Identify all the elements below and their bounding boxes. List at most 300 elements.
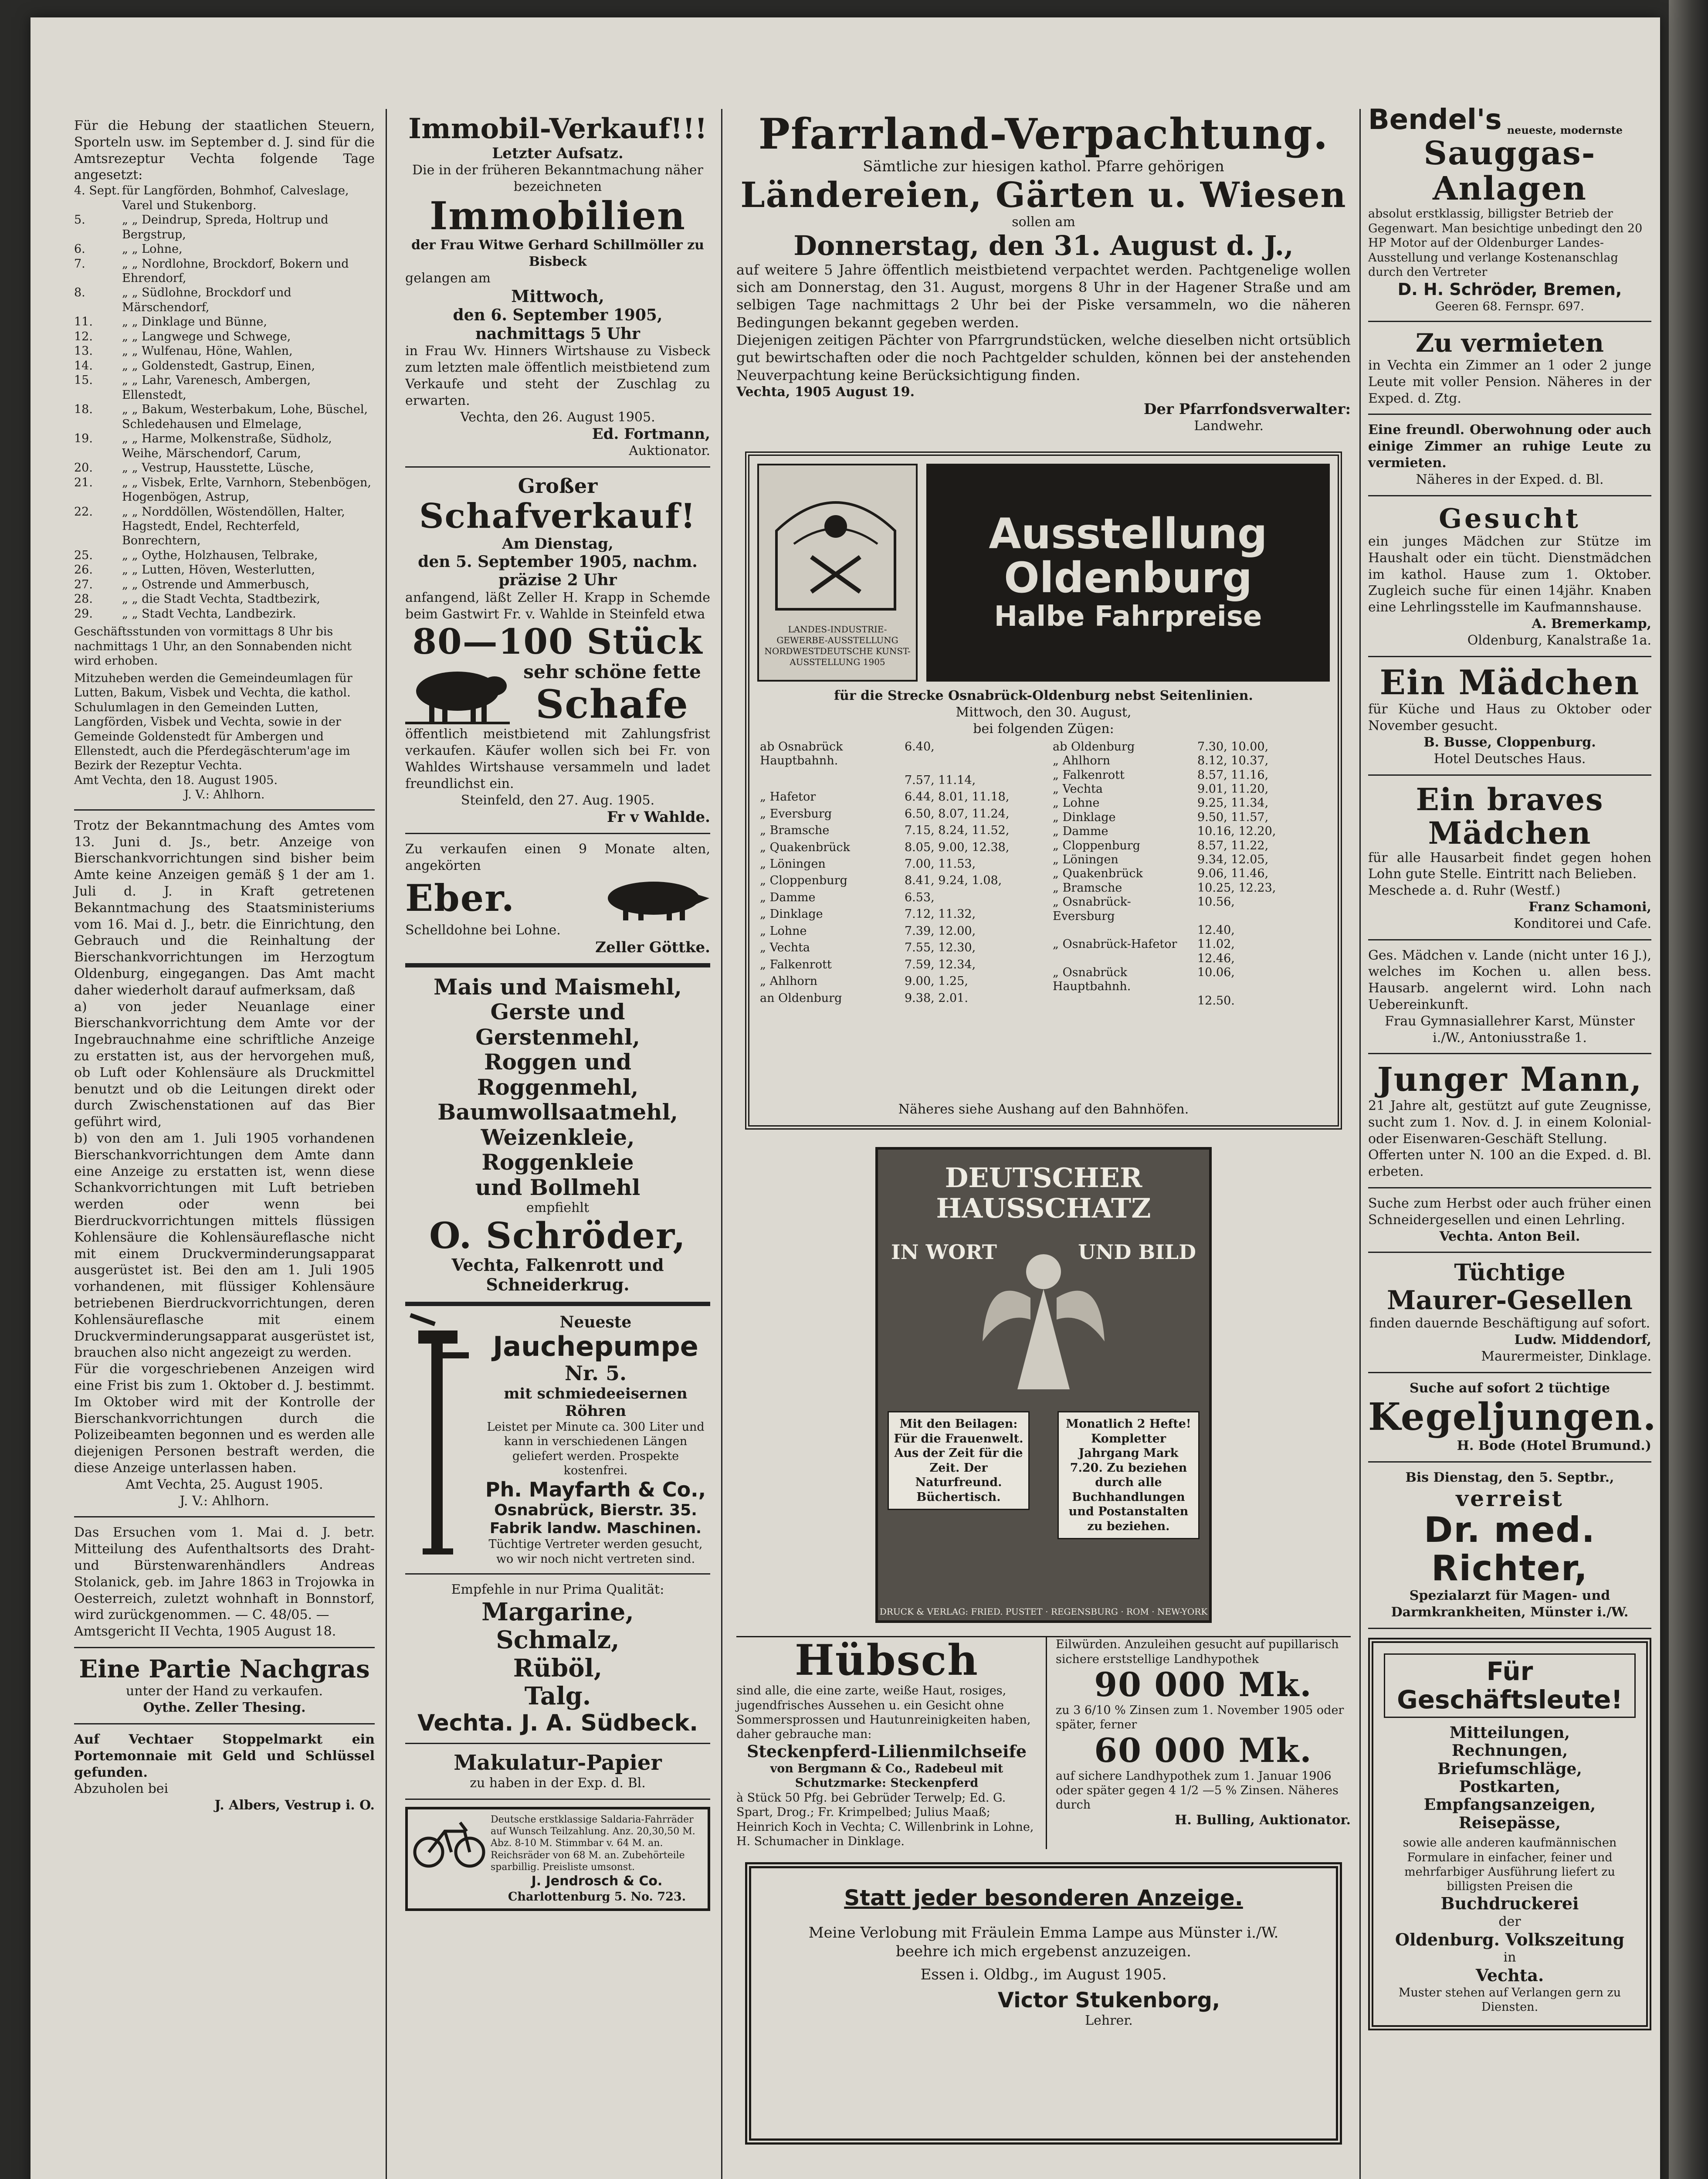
print-shop-text: sowie alle anderen kaufmännischen Formulare in einfacher, feiner und mehrfarbiger Ausführung liefert zu billigsten Preisen die: [1403, 1836, 1617, 1894]
pfarr-heading: Pfarrland-Verpachtung.: [758, 109, 1329, 159]
wanted-text: ein junges Mädchen zur Stütze im Haushalt oder ein tücht. Dienstmädchen im kathol. Hause zum 1. Oktober. Zugleich suche für einen 14jähr. Knaben eine Lehrlingsstelle im Kaufmannshause.: [1368, 534, 1651, 615]
schaf-count: 80—100 Stück: [412, 621, 703, 662]
tailor-sign: Vechta. Anton Beil.: [1439, 1229, 1580, 1244]
print-product: Reisepässe,: [1458, 1813, 1561, 1832]
departure-times: 7.30, 10.00,: [1197, 740, 1269, 753]
maid-1-sign: B. Busse, Cloppenburg.: [1423, 735, 1596, 750]
mak-sub: zu haben in der Exp. d. Bl.: [470, 1775, 646, 1791]
portemonnaie-sign: J. Albers, Vestrup i. O.: [214, 1798, 375, 1813]
immo-sub: Letzter Aufsatz.: [492, 144, 624, 162]
print-shop-heading: Für Geschäftsleute!: [1384, 1653, 1636, 1718]
hausschatz-subscription: Monatlich 2 Hefte! Kompletter Jahrgang Mark 7.20. Zu beziehen durch alle Buchhandlungen und Postanstalten zu beziehen.: [1066, 1417, 1191, 1533]
feed-item: Baumwollsaatmehl,: [437, 1099, 678, 1125]
feed-item: Gerste und Gerstenmehl,: [475, 999, 640, 1050]
mais-addr: Vechta, Falkenrott und Schneiderkrug.: [451, 1255, 664, 1295]
hausschatz-title: DEUTSCHER HAUSSCHATZ: [936, 1162, 1151, 1224]
column-2: [405, 113, 710, 1911]
schedule-day: 8.: [74, 286, 85, 300]
timetable-row: [757, 857, 1037, 874]
schedule-day: 5.: [74, 213, 85, 227]
timetable-row: [1050, 839, 1330, 853]
schedule-day: 11.: [74, 315, 93, 329]
departure-times: 12.50.: [1197, 994, 1235, 1008]
station-name: „ Quakenbrück: [1053, 867, 1143, 881]
schedule-row: [74, 359, 375, 373]
schedule-row: [74, 607, 375, 621]
departure-times: 12.40,: [1197, 923, 1235, 937]
departure-times: 10.16, 12.20,: [1197, 825, 1276, 838]
column-rule: [1359, 109, 1361, 2179]
exhibition-day: Mittwoch, den 30. August,: [956, 705, 1132, 720]
schedule-row: [74, 315, 375, 329]
pump-sub: mit schmiedeeisernen Röhren: [504, 1385, 688, 1420]
station-name: ab Osnabrück Hauptbahnh.: [760, 740, 843, 768]
soap-heading: Hübsch: [795, 1636, 979, 1685]
departure-times: 8.57, 11.22,: [1197, 838, 1269, 852]
bowl-intro: Suche auf sofort 2 tüchtige: [1410, 1380, 1610, 1396]
schedule-places: „ „ Visbek, Erlte, Varnhorn, Stebenbögen, Hogenbögen, Astrup,: [122, 475, 371, 504]
station-name: „ Eversburg: [760, 807, 832, 821]
departure-times: 9.25, 11.34,: [1197, 796, 1269, 810]
bicycle-text: [491, 1814, 703, 1904]
station-name: ab Oldenburg: [1053, 740, 1135, 753]
exhibition-word-2: Oldenburg: [1004, 553, 1252, 603]
divider: [1368, 1372, 1651, 1373]
divider: [405, 833, 710, 834]
schaf-heading-1: Großer: [518, 474, 598, 498]
beer-point-b: b) von den am 1. Juli 1905 vorhandenen Bierschankvorrichtungen dem Amte dann eine Anzeige zu erstatten ist, wenn diese Schankvorrichtungen mit Luft betrieben werden oder wenn bei Bierdruckvorrichtungen mittels flüssigen Kohlensäure die Kohlensäureflasche nicht mit einem Druckverminderungsapparat ausgerüstet ist. Bei den am 1. Juli 1905 vorhandenen, mit flüssiger Kohlensäure betriebenen Bierdruckvorrichtungen, deren Kohlensäureflasche mit einem Druckverminderungsapparat ausgerüstet ist, brauchen also nicht angezeigt zu werden.: [74, 1131, 375, 1361]
station-name: „ Falkenrott: [1053, 768, 1125, 782]
grocery-item: Margarine,: [481, 1598, 634, 1627]
divider: [1368, 495, 1651, 496]
loan-sum-1: 90 000 Mk.: [1094, 1665, 1312, 1704]
doctor-role: Spezialarzt für Magen- und Darmkrankheiten, Münster i./W.: [1391, 1588, 1629, 1620]
schedule-places: „ „ Südlohne, Brockdorf und Märschendorf,: [122, 286, 291, 314]
schedule-day: 6.: [74, 242, 85, 256]
column-4: [1368, 104, 1657, 2030]
immo-place: Vechta, den 26. August 1905.: [460, 409, 655, 425]
nachgras-heading: Eine Partie Nachgras: [79, 1654, 370, 1683]
maid-3-sign: Frau Gymnasiallehrer Karst, Münster i./W., Antoniusstraße 1.: [1385, 1013, 1635, 1045]
departure-times: 7.12, 11.32,: [905, 907, 976, 921]
schedule-day: 13.: [74, 344, 93, 358]
rent-text: in Vechta ein Zimmer an 1 oder 2 junge Leute mit voller Pension. Näheres in der Exped. d. Ztg.: [1368, 358, 1651, 406]
immo-big: Immobilien: [430, 193, 686, 239]
divider: [1368, 1252, 1651, 1253]
soap-product: Steckenpferd-Lilienmilchseife: [746, 1741, 1027, 1761]
beer-name: J. V.: Ahlhorn.: [180, 1493, 269, 1509]
print-shop-firm-5: Vechta.: [1475, 1965, 1544, 1986]
departure-times: 9.06, 11.46,: [1197, 867, 1269, 881]
eber-sign: Zeller Göttke.: [595, 938, 710, 956]
timetable-row: [757, 907, 1037, 924]
schedule-row: [74, 344, 375, 358]
exhibition-trains: bei folgenden Zügen:: [973, 721, 1114, 737]
print-product: Briefumschläge,: [1437, 1759, 1582, 1778]
marg-intro: Empfehle in nur Prima Qualität:: [451, 1582, 664, 1598]
pump-addr: Osnabrück, Bierstr. 35.: [494, 1501, 697, 1519]
schedule-row: [74, 431, 375, 461]
departure-times: 8.05, 9.00, 12.38,: [905, 840, 1010, 854]
immo-mid: gelangen am: [405, 270, 491, 286]
column-1: [74, 118, 375, 1814]
loan-mid: zu 3 6/10 % Zinsen zum 1. November 1905 oder später, ferner: [1056, 1703, 1344, 1732]
print-product: Empfangsanzeigen,: [1423, 1795, 1596, 1814]
station-name: „ Lohne: [760, 924, 807, 938]
divider: [405, 1799, 710, 1800]
timetable: [757, 740, 1330, 1008]
bicycle-addr: Charlottenburg 5. No. 723.: [508, 1890, 686, 1904]
timetable-row: [1050, 796, 1330, 810]
mais-name: O. Schröder,: [429, 1215, 686, 1257]
schedule-places: „ „ Stadt Vechta, Landbezirk.: [122, 607, 296, 621]
departure-times: 6.40,: [905, 740, 935, 753]
angel-icon: [978, 1246, 1109, 1394]
schedule-row: [74, 505, 375, 548]
station-name: „ Lohne: [1053, 796, 1100, 810]
schedule-row: [74, 563, 375, 577]
immo-day: Mittwoch,: [511, 286, 604, 306]
schedule-row: [74, 592, 375, 606]
timetable-row: [1050, 811, 1330, 825]
bendel-note: neueste, modernste: [1507, 124, 1623, 137]
engagement-place: Essen i. Oldbg., im August 1905.: [920, 1965, 1167, 1983]
pump-heading: Jauchepumpe: [493, 1330, 698, 1363]
bendel-addr: Geeren 68. Fernspr. 697.: [1435, 299, 1584, 313]
station-name: an Oldenburg: [760, 991, 842, 1005]
timetable-row: [1050, 966, 1330, 994]
station-name: „ Vechta: [760, 941, 810, 955]
departure-times: 9.38, 2.01.: [905, 991, 968, 1005]
hausschatz-ad: [875, 1147, 1212, 1623]
timetable-row: [1050, 782, 1330, 796]
station-name: „ Damme: [760, 890, 816, 904]
timetable-row: [1050, 853, 1330, 867]
divider: [1368, 774, 1651, 776]
departure-times: 9.01, 11.20,: [1197, 782, 1269, 796]
departure-times: 9.00, 1.25,: [905, 974, 968, 988]
doctor-name: Dr. med. Richter,: [1424, 1510, 1596, 1589]
schedule-places: „ „ Bakum, Westerbakum, Lohe, Büschel, Schledehausen und Elmelage,: [122, 403, 368, 431]
schedule-row: [74, 213, 375, 242]
schedule-places: für Langförden, Bohmhof, Calveslage, Varel und Stukenborg.: [122, 184, 349, 212]
timetable-right: [1050, 740, 1330, 1008]
station-name: „ Hafetor: [760, 790, 816, 804]
schedule-day: 28.: [74, 592, 93, 606]
engagement-ad: [745, 1862, 1342, 2145]
stolanick-sign: Amtsgericht II Vechta, 1905 August 18.: [74, 1624, 336, 1639]
bicycle-ad: [405, 1807, 710, 1911]
mais-rec: empfiehlt: [526, 1200, 590, 1216]
page-edge: [1669, 0, 1708, 2179]
maid-2-sign: Franz Schamoni,: [1528, 899, 1651, 915]
timetable-row: [757, 891, 1037, 907]
schaf-sign: Fr v Wahlde.: [607, 808, 710, 826]
young-man-text: 21 Jahre alt, gestützt auf gute Zeugnisse, sucht zum 1. Nov. d. J. in einem Kolonial- oder Eisenwaren-Geschäft Stellung.: [1368, 1098, 1651, 1147]
feed-item: Mais und Maismehl,: [434, 974, 682, 1000]
sheep-icon: [405, 661, 510, 726]
maid-2-role: Konditorei und Cafe.: [1514, 916, 1651, 931]
divider: [1368, 656, 1651, 657]
schedule-places: „ „ Oythe, Holzhausen, Telbrake,: [122, 548, 318, 562]
divider: [1368, 1461, 1651, 1463]
schedule-places: „ „ Ostrende und Ammerbusch,: [122, 577, 309, 591]
stolanick-notice: Das Ersuchen vom 1. Mai d. J. betr. Mitteilung des Aufenthaltsorts des Draht- und Bürstenwarenhändlers Andreas Stolanick, geb. im Jahre 1863 in Trojowka in Oesterreich, zuletzt wohnhaft in Bonnstorf, wird zurückgenommen. — C. 48/05. —: [74, 1525, 375, 1623]
schaf-word: Schafe: [535, 681, 689, 727]
schedule-day: 29.: [74, 607, 93, 621]
doctor-verb: verreist: [1456, 1485, 1564, 1511]
immo-owner: der Frau Witwe Gerhard Schillmöller zu Bisbeck: [411, 238, 704, 269]
pfarr-place: Vechta, 1905 August 19.: [736, 384, 915, 400]
schedule-day: 27.: [74, 577, 93, 591]
station-name: „ Bramsche: [760, 824, 830, 838]
schedule-row: [74, 548, 375, 563]
feed-item: und Bollmehl: [475, 1174, 640, 1200]
schedule-places: „ „ Vestrup, Hausstette, Lüsche,: [122, 461, 314, 475]
schaf-heading-2: Schafverkauf!: [419, 496, 696, 536]
loan-sum-2: 60 000 Mk.: [1094, 1731, 1312, 1770]
tax-sign-date: Amt Vechta, den 18. August 1905.: [74, 773, 278, 787]
divider: [1368, 939, 1651, 940]
maid-1-addr: Hotel Deutsches Haus.: [1434, 751, 1586, 767]
timetable-row: [1050, 937, 1330, 951]
pfarr-sollen: sollen am: [1012, 214, 1075, 230]
station-name: „ Osnabrück-Hafetor: [1053, 937, 1177, 951]
schedule-places: „ „ Wulfenau, Höne, Wahlen,: [122, 344, 293, 358]
tax-hours: Geschäftsstunden von vormittags 8 Uhr bis nachmittags 1 Uhr, an den Sonnabenden nicht wird erhoben.: [74, 625, 352, 668]
bowl-heading: Kegeljungen.: [1368, 1395, 1657, 1439]
departure-times: 11.02,: [1197, 937, 1235, 951]
soap-maker: von Bergmann & Co., Radebeul mit Schutzmarke: Steckenpferd: [770, 1762, 1003, 1790]
divider: [1368, 1628, 1651, 1629]
immo-role: Auktionator.: [629, 443, 710, 459]
departure-times: 10.25, 12.23,: [1197, 881, 1276, 895]
maid-1-text: für Küche und Haus zu Oktober oder November gesucht.: [1368, 702, 1651, 734]
timetable-row: [757, 941, 1037, 957]
divider: [1368, 414, 1651, 415]
eber-text: Zu verkaufen einen 9 Monate alten, angekörten: [405, 842, 710, 874]
print-product: Mitteilungen,: [1449, 1723, 1570, 1742]
schedule-row: [74, 475, 375, 505]
station-name: „ Bramsche: [1053, 881, 1122, 895]
hausschatz-right: UND BILD: [1078, 1240, 1196, 1264]
flat-more: Näheres in der Exped. d. Bl.: [1416, 472, 1604, 487]
exhibition-title-block: [926, 464, 1330, 682]
eber-big: Eber.: [405, 876, 515, 920]
exhibition-more: Näheres siehe Aushang auf den Bahnhöfen.: [898, 1101, 1189, 1117]
schedule-places: „ „ Norddöllen, Wöstendöllen, Halter, Hagstedt, Endel, Rechterfeld, Bonrechtern,: [122, 505, 345, 548]
bicycle-firm: J. Jendrosch & Co.: [531, 1874, 663, 1889]
immo-text: Die in der früheren Bekanntmachung näher bezeichneten: [412, 162, 704, 194]
timetable-row: [1050, 994, 1330, 1008]
departure-times: 8.41, 9.24, 1.08,: [905, 874, 1002, 888]
departure-times: 8.57, 11.16,: [1197, 768, 1269, 782]
departure-times: 9.34, 12.05,: [1197, 852, 1269, 866]
station-name: „ Cloppenburg: [760, 874, 847, 888]
divider: [1368, 1053, 1651, 1054]
mason-role: Maurermeister, Dinklage.: [1481, 1348, 1651, 1364]
print-product: Rechnungen,: [1451, 1741, 1568, 1760]
schedule-day: 14.: [74, 359, 93, 373]
wanted-sign: A. Bremerkamp,: [1532, 616, 1651, 632]
pump-fab: Fabrik landw. Maschinen.: [490, 1520, 702, 1538]
maid-2-text: für alle Hausarbeit findet gegen hohen Lohn gute Stelle. Eintritt nach Belieben.: [1368, 850, 1651, 882]
timetable-row: [757, 841, 1037, 857]
schedule-places: „ „ Lutten, Höven, Westerlutten,: [122, 563, 315, 577]
hausschatz-supplements: Mit den Beilagen: Für die Frauenwelt. Aus der Zeit für die Zeit. Der Naturfreund. Büchertisch.: [894, 1417, 1023, 1504]
wanted-addr: Oldenburg, Kanalstraße 1a.: [1467, 632, 1651, 648]
grocery-item: Talg.: [524, 1682, 591, 1711]
schaf-date: den 5. September 1905, nachm. präzise 2 Uhr: [418, 552, 698, 590]
timetable-row: [1050, 740, 1330, 754]
timetable-row: [757, 740, 1037, 774]
schedule-day: 7.: [74, 257, 85, 271]
tailor-text: Suche zum Herbst oder auch früher einen Schneidergesellen und einen Lehrling.: [1368, 1195, 1651, 1228]
mais-list: [405, 974, 710, 1200]
station-name: „ Dinklage: [1053, 810, 1116, 824]
pump-ad: [405, 1313, 710, 1566]
station-name: [1050, 952, 1195, 966]
marg-sign: Vechta. J. A. Südbeck.: [417, 1710, 698, 1736]
pfarr-text: auf weitere 5 Jahre öffentlich meistbietend verpachtet werden. Pachtgenelige wollen sich am Donnerstag, den 31. August, morgens 8 Uhr in der Hagener Straße und am selbigen Tage nachmittags 2 Uhr bei der Piske versammeln, wo die näheren Bedingungen bekannt gegeben werden.: [736, 261, 1351, 331]
beer-deadline: Für die vorgeschriebenen Anzeigen wird eine Frist bis zum 1. Oktober d. J. bestimmt. Im Oktober wird mit der Kontrolle der Bierschankvorrichtungen durch die Polizeibeamten begonnen und es werden alle diejenigen Personen bestraft werden, die diese Anzeige unterlassen haben.: [74, 1361, 375, 1476]
nachgras-sign: Oythe. Zeller Thesing.: [143, 1700, 306, 1716]
divider: [405, 466, 710, 468]
schedule-places: „ „ Harme, Molkenstraße, Südholz, Weihe, Märschendorf, Carum,: [122, 432, 332, 460]
station-name: „ Ahlhorn: [1053, 754, 1111, 768]
schedule-row: [74, 329, 375, 344]
print-shop-firm-2: der: [1498, 1914, 1521, 1929]
station-name: „ Cloppenburg: [1053, 838, 1140, 852]
loan-more: auf sichere Landhypothek zum 1. Januar 1906 oder später gegen 4 1/2 —5 % Zinsen. Näheres durch: [1056, 1769, 1339, 1812]
timetable-row: [1050, 881, 1330, 895]
pfarr-sub: Sämtliche zur hiesigen kathol. Pfarre gehörigen: [863, 157, 1224, 175]
timetable-row: [757, 790, 1037, 807]
timetable-row: [757, 924, 1037, 941]
timetable-row: [1050, 754, 1330, 768]
departure-times: 9.50, 11.57,: [1197, 810, 1269, 824]
departure-times: 8.12, 10.37,: [1197, 754, 1269, 768]
timetable-row: [1050, 825, 1330, 838]
schedule-day: 12.: [74, 329, 93, 343]
station-name: „ Löningen: [760, 857, 826, 871]
schedule-row: [74, 577, 375, 592]
hausschatz-box-2: [1057, 1411, 1200, 1539]
timetable-row: [757, 824, 1037, 840]
timetable-row: [757, 874, 1037, 890]
beer-sign: Amt Vechta, 25. August 1905.: [125, 1476, 323, 1492]
schedule-row: [74, 402, 375, 431]
portemonnaie-sub: Abzuholen bei: [74, 1781, 169, 1797]
eber-row: [405, 874, 710, 922]
pump-firm: Ph. Mayfarth & Co.,: [485, 1477, 706, 1501]
lower-ads-row: [736, 1636, 1351, 1849]
rent-heading: Zu vermieten: [1415, 328, 1604, 358]
station-name: „ Falkenrott: [760, 957, 832, 971]
column-rule: [386, 109, 387, 2179]
engagement-role: Lehrer.: [1085, 2013, 1133, 2028]
immo-sign: Ed. Fortmann,: [592, 425, 710, 443]
print-shop-list: [1384, 1724, 1636, 1832]
beer-notice: Trotz der Bekanntmachung des Amtes vom 13. Juni d. Js., betr. Anzeige von Bierschankvorrichtungen sind bisher beim Amte keine Anzeigen gemäß § 1 der am 1. Juli d. J. in Kraft getretenen Bekanntmachung des Staatsministeriums vom 16. Mai d. J., betr. die Einrichtung, den Gebrauch und die Reinhaltung der Bierschankvorrichtungen im Herzogtum Oldenburg, eingegangen. Das Amt macht daher wiederholt darauf aufmerksam, daß: [74, 818, 375, 998]
mak-heading: Makulatur-Papier: [454, 1750, 662, 1775]
divider: [74, 1647, 375, 1648]
schedule-day: 19.: [74, 432, 93, 446]
engagement-text: Meine Verlobung mit Fräulein Emma Lampe aus Münster i./W. beehre ich mich ergebenst anzuzeigen.: [808, 1924, 1279, 1960]
station-name: [1050, 994, 1195, 1008]
maid-2-heading: Ein braves Mädchen: [1416, 781, 1604, 851]
departure-times: 12.46,: [1197, 951, 1235, 965]
timetable-row: [757, 991, 1037, 1008]
marg-list: [405, 1598, 710, 1711]
pump-agents: Tüchtige Vertreter werden gesucht, wo wir noch nicht vertreten sind.: [488, 1538, 703, 1566]
schedule-row: [74, 242, 375, 256]
bowl-sign: H. Bode (Hotel Brumund.): [1457, 1438, 1651, 1454]
column-3: [736, 111, 1351, 2145]
departure-times: 10.56,: [1197, 895, 1235, 909]
mason-sign: Ludw. Middendorf,: [1514, 1332, 1651, 1348]
departure-times: 7.57, 11.14,: [905, 773, 976, 787]
schedule-day: 21.: [74, 475, 93, 489]
departure-times: 7.39, 12.00,: [905, 924, 976, 938]
exhibition-seal-text: LANDES-INDUSTRIE- GEWERBE-AUSSTELLUNG NORDWESTDEUTSCHE KUNST-AUSSTELLUNG 1905: [764, 624, 911, 667]
schedule-row: [74, 373, 375, 402]
bendel-heading: Bendel's: [1368, 104, 1502, 136]
pfarr-text-2: Diejenigen zeitigen Pächter von Pfarrgrundstücken, welche dieselben nicht ortsüblich gut bewirtschaften oder die noch Pachtgelder schulden, können bei der anstehenden Neuverpachtung keine Berücksichtigung finden.: [736, 331, 1351, 384]
divider: [74, 1723, 375, 1724]
pfarr-name: Landwehr.: [1194, 418, 1264, 434]
young-man-more: Offerten unter N. 100 an die Exped. d. Bl. erbeten.: [1368, 1147, 1651, 1180]
nachgras-text: unter der Hand zu verkaufen.: [125, 1683, 323, 1699]
print-shop-ad: [1368, 1638, 1651, 2030]
immo-more: in Frau Wv. Hinners Wirtshause zu Visbeck zum letzten male öffentlich meistbietend zum Verkaufe und steht der Zuschlag zu erwarten.: [405, 343, 710, 408]
hausschatz-left: IN WORT: [891, 1240, 997, 1264]
maid-1-heading: Ein Mädchen: [1379, 662, 1640, 703]
tax-sign-name: J. V.: Ahlhorn.: [184, 788, 265, 802]
loan-intro: Eilwürden. Anzuleihen gesucht auf pupillarisch sichere erststellige Landhypothek: [1056, 1638, 1339, 1666]
bicycle-icon: [412, 1814, 486, 1870]
timetable-row: [1050, 768, 1330, 782]
schedule-day: 22.: [74, 505, 93, 519]
doctor-intro: Bis Dienstag, den 5. Septbr.,: [1405, 1470, 1614, 1485]
schedule-day: 15.: [74, 373, 93, 387]
exhibition-header: [757, 464, 1330, 682]
loan-ad: [1047, 1637, 1351, 1849]
schedule-day: 20.: [74, 461, 93, 475]
print-shop-firm: Buchdruckerei: [1440, 1893, 1579, 1913]
tax-extra: Mitzuheben werden die Gemeindeumlagen für Lutten, Bakum, Visbek und Vechta, die kathol. Schulumlagen in den Gemeinden Lutten, Langförden, Visbek und Vechta, sowie in der Gemeinde Goldenstedt für Ambergen und Ellenstedt, auch die Pferdegäschterum'age im Bezirk der Rezeptur Vechta.: [74, 671, 352, 773]
schedule-places: „ „ die Stadt Vechta, Stadtbezirk,: [122, 592, 320, 606]
station-name: „ Löningen: [1053, 852, 1118, 866]
print-product: Postkarten,: [1459, 1777, 1561, 1796]
feed-item: Roggen und Roggenmehl,: [477, 1049, 639, 1100]
departure-times: 10.06,: [1197, 966, 1235, 980]
schedule-places: „ „ Goldenstedt, Gastrup, Einen,: [122, 359, 315, 373]
timetable-row: [1050, 923, 1330, 937]
wanted-heading: Gesucht: [1439, 502, 1581, 534]
tax-intro: Für die Hebung der staatlichen Steuern, Sporteln usw. im September d. J. sind für die Amtsrezeptur Vechta folgende Tage angesetzt:: [74, 118, 375, 183]
tax-schedule: [74, 183, 375, 621]
station-name: „ Vechta: [1053, 782, 1103, 796]
schaf-row: [405, 661, 710, 726]
pump-nr: Nr. 5.: [564, 1361, 627, 1385]
timetable-row: [1050, 867, 1330, 881]
divider: [1368, 1187, 1651, 1188]
portemonnaie-text: Auf Vechtaer Stoppelmarkt ein Portemonnaie mit Geld und Schlüssel gefunden.: [74, 1731, 375, 1780]
loan-sign: H. Bulling, Auktionator.: [1174, 1812, 1351, 1828]
exhibition-ad: [745, 451, 1342, 1130]
column-rule: [721, 109, 722, 2179]
